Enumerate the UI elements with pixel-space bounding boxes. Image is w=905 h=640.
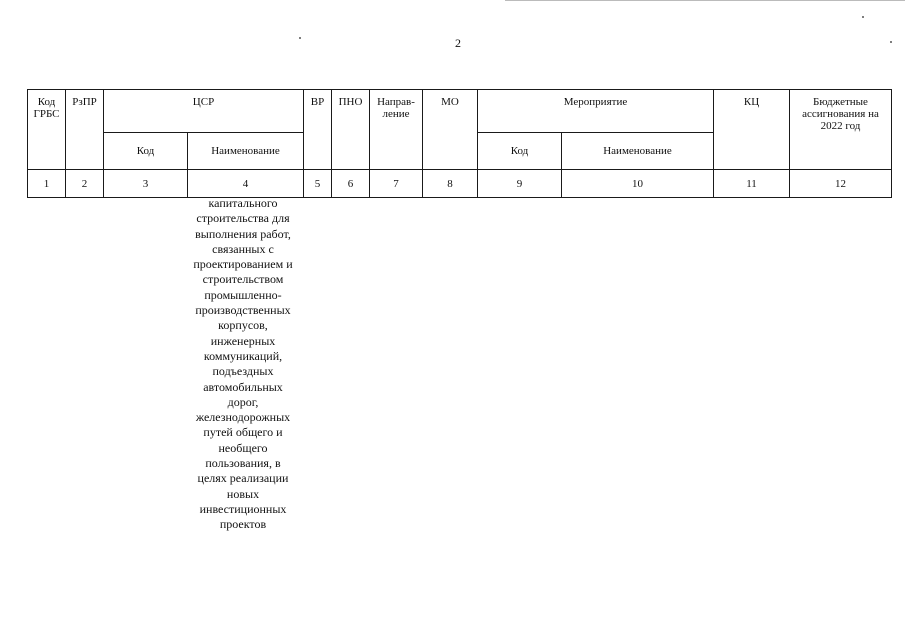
column-number: 3: [104, 170, 188, 198]
header-pno: ПНО: [332, 90, 370, 170]
column-number: 11: [714, 170, 790, 198]
header-napravlenie: Направ-ление: [370, 90, 423, 170]
scan-edge-line: [505, 0, 905, 1]
header-mer-kod: Код: [478, 133, 562, 170]
column-number: 7: [370, 170, 423, 198]
header-rzpr: РзПР: [66, 90, 104, 170]
header-csr-name: Наименование: [188, 133, 304, 170]
header-csr: ЦСР: [104, 90, 304, 133]
scan-speck: [299, 37, 301, 39]
header-mer-name: Наименование: [562, 133, 714, 170]
column-number: 5: [304, 170, 332, 198]
scan-speck: [862, 16, 864, 18]
column-number-row: [28, 170, 892, 198]
header-vr: ВР: [304, 90, 332, 170]
header-kod-grbs: Код ГРБС: [28, 90, 66, 170]
budget-table: [27, 89, 892, 198]
scan-speck: [890, 41, 892, 43]
column-number: 12: [790, 170, 892, 198]
column-number: 10: [562, 170, 714, 198]
column-number: 8: [423, 170, 478, 198]
column-number: 9: [478, 170, 562, 198]
header-csr-kod: Код: [104, 133, 188, 170]
header-kc: КЦ: [714, 90, 790, 170]
column-number: 4: [188, 170, 304, 198]
header-budget: Бюджетные ассигнования на 2022 год: [790, 90, 892, 170]
csr-name-continued-text: капитального строительства для выполнения работ, связанных с проектированием и строительством промышленно- производственных корпусов, инженерных коммуникаций, подъездных автомобильных дорог, железнодорожных путей общего и необщего пользования, в целях реализации новых инвестиционных проектов: [193, 196, 293, 532]
page-number: 2: [455, 36, 461, 50]
header-mo: МО: [423, 90, 478, 170]
column-number: 1: [28, 170, 66, 198]
column-number: 6: [332, 170, 370, 198]
header-meropriyatie: Мероприятие: [478, 90, 714, 133]
column-number: 2: [66, 170, 104, 198]
